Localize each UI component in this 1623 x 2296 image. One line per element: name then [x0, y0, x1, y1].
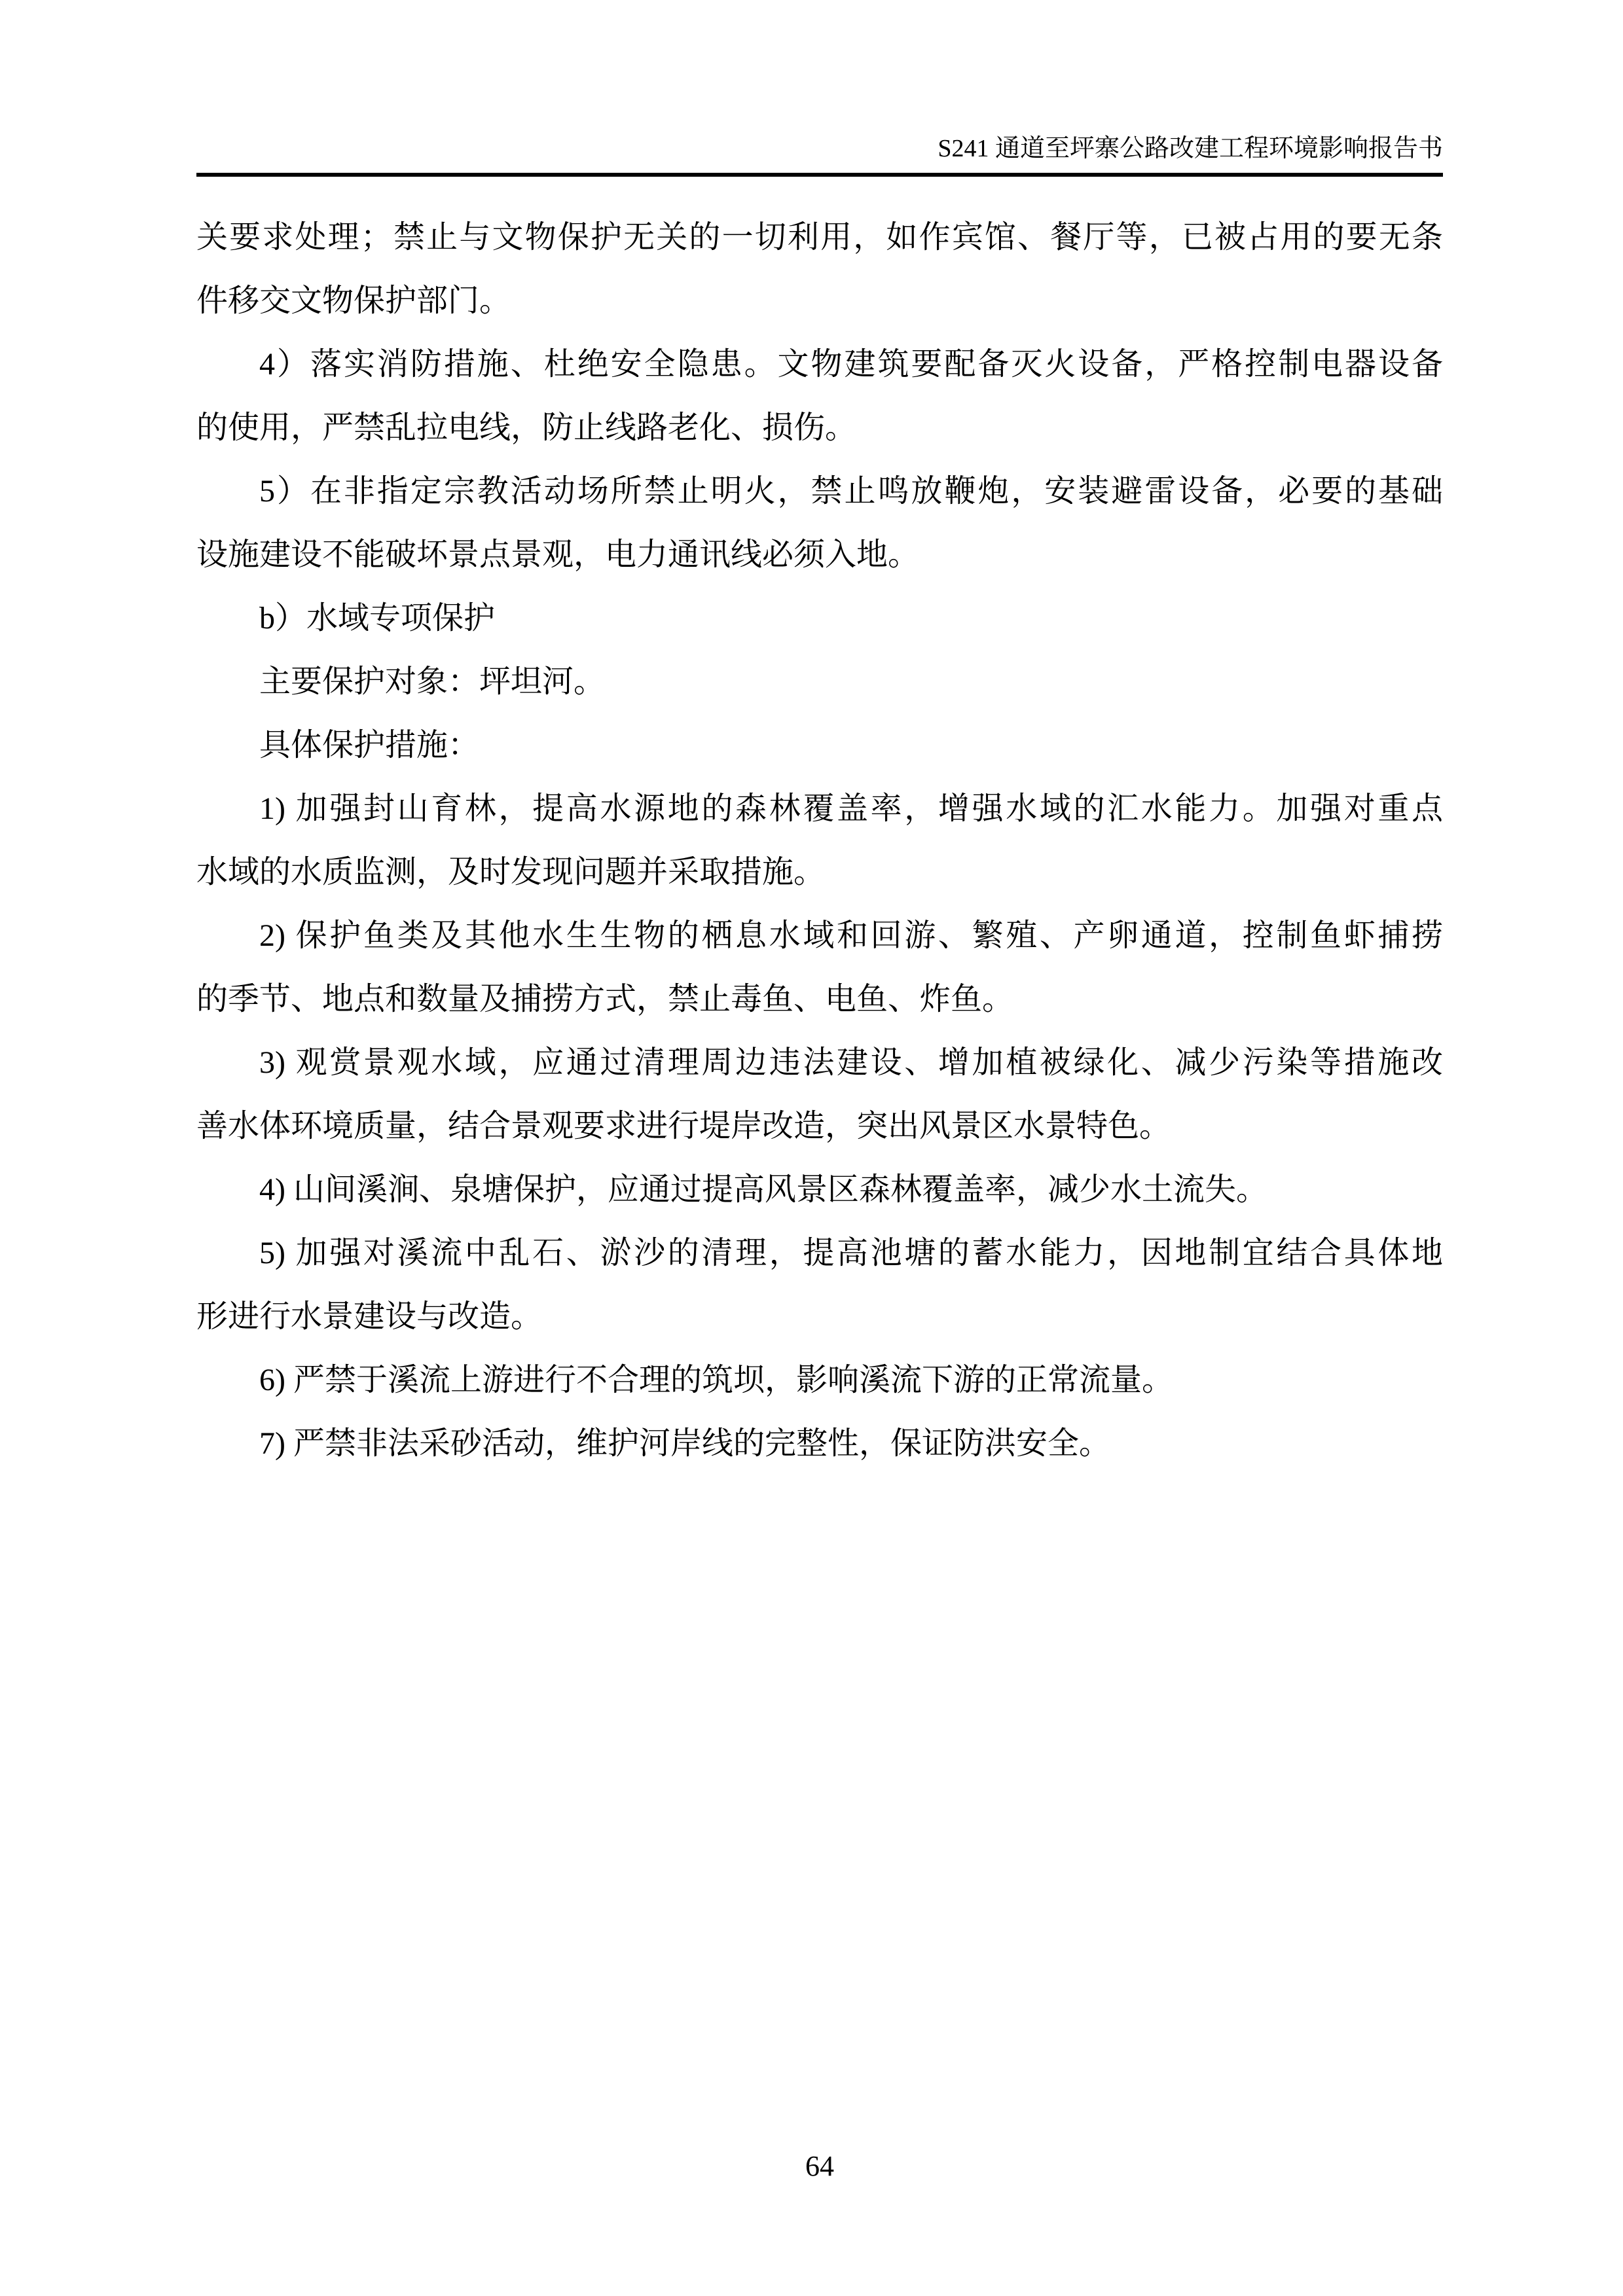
paragraph-line: 具体保护措施： [259, 728, 480, 762]
page-footer [196, 2151, 1443, 2182]
paragraph-line: 的使用，严禁乱拉电线，防止线路老化、损伤。 [196, 410, 857, 445]
paragraph-line: 1) 加强封山育林，提高水源地的森林覆盖率，增强水域的汇水能力。加强对重点 [259, 791, 1443, 826]
paragraph-line: 5）在非指定宗教活动场所禁止明火，禁止鸣放鞭炮，安装避雷设备，必要的基础 [259, 474, 1443, 509]
paragraph-line: 4) 山间溪涧、泉塘保护，应通过提高风景区森林覆盖率，减少水土流失。 [259, 1172, 1267, 1207]
paragraph-line: 设施建设不能破坏景点景观，电力通讯线必须入地。 [196, 537, 920, 572]
paragraph-line: 关要求处理；禁止与文物保护无关的一切利用，如作宾馆、餐厅等，已被占用的要无条 [196, 220, 1443, 255]
paragraph-line: 的季节、地点和数量及捕捞方式，禁止毒鱼、电鱼、炸鱼。 [196, 982, 1014, 1016]
page-number: 64 [805, 2150, 834, 2182]
paragraph-line: 善水体环境质量，结合景观要求进行堤岸改造，突出风景区水景特色。 [196, 1109, 1171, 1143]
paragraph-line: 6) 严禁于溪流上游进行不合理的筑坝，影响溪流下游的正常流量。 [259, 1363, 1173, 1397]
header-title: S241 通道至坪寨公路改建工程环境影响报告书 [938, 135, 1443, 162]
paragraph-line: 件移交文物保护部门。 [196, 283, 511, 318]
paragraph-line: 2) 保护鱼类及其他水生生物的栖息水域和回游、繁殖、产卵通道，控制鱼虾捕捞 [259, 918, 1443, 953]
document-body [196, 206, 1443, 1475]
paragraph-line: 水域的水质监测，及时发现问题并采取措施。 [196, 855, 826, 889]
paragraph-line: 7) 严禁非法采砂活动，维护河岸线的完整性，保证防洪安全。 [259, 1426, 1110, 1461]
paragraph-line: b）水域专项保护 [259, 601, 496, 636]
paragraph-line: 形进行水景建设与改造。 [196, 1299, 543, 1334]
page-header [196, 133, 1443, 177]
paragraph-line: 4）落实消防措施、杜绝安全隐患。文物建筑要配备灭火设备，严格控制电器设备 [259, 347, 1443, 382]
paragraph-line: 5) 加强对溪流中乱石、淤沙的清理，提高池塘的蓄水能力，因地制宜结合具体地 [259, 1236, 1443, 1270]
paragraph-line: 3) 观赏景观水域，应通过清理周边违法建设、增加植被绿化、减少污染等措施改 [259, 1045, 1443, 1080]
paragraph-line: 主要保护对象：坪坦河。 [259, 664, 606, 699]
